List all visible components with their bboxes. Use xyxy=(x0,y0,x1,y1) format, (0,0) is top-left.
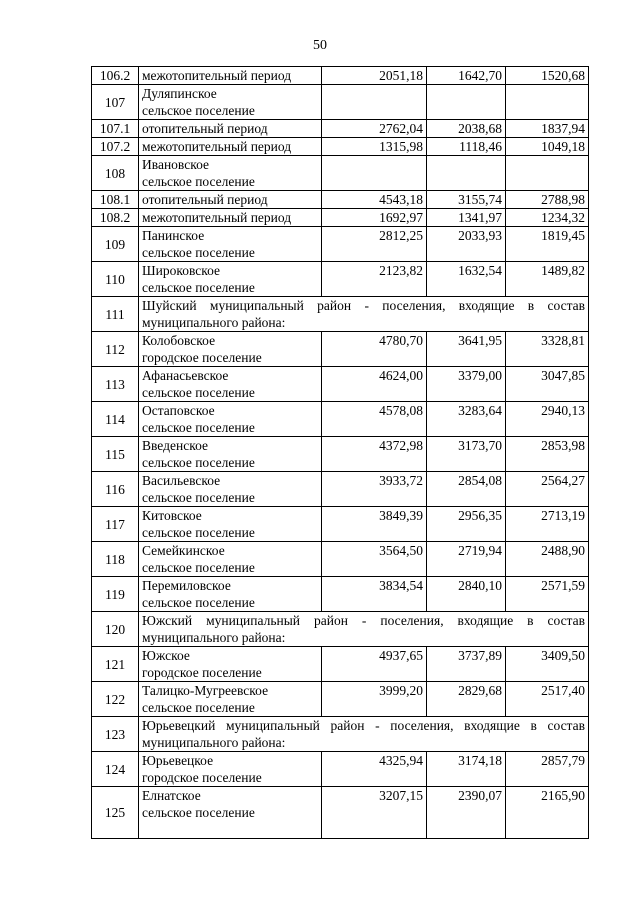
value-cell-2: 2854,08 xyxy=(427,472,506,507)
settlement-name-line: межотопительный период xyxy=(142,210,292,225)
value-cell-1: 4578,08 xyxy=(322,402,427,437)
value-cell-2: 1632,54 xyxy=(427,262,506,297)
table-row xyxy=(92,752,589,787)
settlement-name-cell xyxy=(139,402,322,437)
settlement-name-line: Семейкинское xyxy=(142,543,225,558)
value-cell-1: 1692,97 xyxy=(322,209,427,227)
row-number-cell: 108.2 xyxy=(92,209,139,227)
value-cell-3: 2517,40 xyxy=(506,682,589,717)
table-row xyxy=(92,209,589,227)
value-cell-2 xyxy=(427,85,506,120)
value-cell-2: 2033,93 xyxy=(427,227,506,262)
value-cell-1: 2762,04 xyxy=(322,120,427,138)
row-number-cell: 117 xyxy=(92,507,139,542)
settlement-name-cell xyxy=(139,138,322,156)
table-row xyxy=(92,138,589,156)
settlement-name-line: сельское поселение xyxy=(142,420,255,435)
row-number-cell: 120 xyxy=(92,612,139,647)
value-cell-3: 2571,59 xyxy=(506,577,589,612)
value-cell-3: 1520,68 xyxy=(506,67,589,85)
value-cell-3: 1234,32 xyxy=(506,209,589,227)
value-cell-1: 4624,00 xyxy=(322,367,427,402)
settlement-name-cell xyxy=(139,227,322,262)
settlement-name-cell xyxy=(139,120,322,138)
value-cell-3: 1049,18 xyxy=(506,138,589,156)
value-cell-2: 3155,74 xyxy=(427,191,506,209)
table-row xyxy=(92,191,589,209)
value-cell-2: 1118,46 xyxy=(427,138,506,156)
value-cell-3: 3409,50 xyxy=(506,647,589,682)
value-cell-3: 2940,13 xyxy=(506,402,589,437)
settlement-name-line: сельское поселение xyxy=(142,595,255,610)
value-cell-2: 3737,89 xyxy=(427,647,506,682)
settlement-name-line: Юрьевецкое xyxy=(142,753,214,768)
settlement-name-line: сельское поселение xyxy=(142,385,255,400)
settlement-name-line: Талицко-Мугреевское xyxy=(142,683,269,698)
settlement-name-line: Китовское xyxy=(142,508,202,523)
value-cell-1: 4372,98 xyxy=(322,437,427,472)
page-number: 50 xyxy=(313,38,327,53)
value-cell-2: 2840,10 xyxy=(427,577,506,612)
table-row xyxy=(92,85,589,120)
settlement-name-line: сельское поселение xyxy=(142,525,255,540)
settlement-name-line: отопительный период xyxy=(142,121,268,136)
value-cell-1: 3564,50 xyxy=(322,542,427,577)
table-row xyxy=(92,717,589,752)
value-cell-2: 2038,68 xyxy=(427,120,506,138)
value-cell-1: 1315,98 xyxy=(322,138,427,156)
settlement-name-line: Остаповское xyxy=(142,403,215,418)
value-cell-2: 3283,64 xyxy=(427,402,506,437)
value-cell-3: 2165,90 xyxy=(506,787,589,839)
value-cell-3: 3047,85 xyxy=(506,367,589,402)
district-heading-cell: Шуйский муниципальный район - поселения, входящие в состав муниципального района: xyxy=(139,297,589,332)
row-number-cell: 107.1 xyxy=(92,120,139,138)
settlement-name-line: сельское поселение xyxy=(142,455,255,470)
value-cell-3: 2713,19 xyxy=(506,507,589,542)
settlement-name-line: Перемиловское xyxy=(142,578,231,593)
value-cell-3 xyxy=(506,85,589,120)
settlement-name-cell xyxy=(139,647,322,682)
value-cell-1 xyxy=(322,156,427,191)
row-number-cell: 108.1 xyxy=(92,191,139,209)
settlement-name-line: сельское поселение xyxy=(142,174,255,189)
settlement-name-cell xyxy=(139,472,322,507)
row-number-cell: 113 xyxy=(92,367,139,402)
settlement-name-line: Южское xyxy=(142,648,190,663)
value-cell-3: 3328,81 xyxy=(506,332,589,367)
value-cell-3: 1489,82 xyxy=(506,262,589,297)
district-heading-cell: Южский муниципальный район - поселения, входящие в состав муниципального района: xyxy=(139,612,589,647)
value-cell-1: 3849,39 xyxy=(322,507,427,542)
settlement-name-line: Колобовское xyxy=(142,333,216,348)
settlement-name-line: городское поселение xyxy=(142,665,262,680)
value-cell-3: 2488,90 xyxy=(506,542,589,577)
value-cell-2 xyxy=(427,156,506,191)
row-number-cell: 107 xyxy=(92,85,139,120)
value-cell-3: 2853,98 xyxy=(506,437,589,472)
settlement-name-cell xyxy=(139,787,322,839)
table-row xyxy=(92,507,589,542)
settlement-name-cell xyxy=(139,156,322,191)
table-row xyxy=(92,367,589,402)
settlement-name-line: городское поселение xyxy=(142,350,262,365)
table-row xyxy=(92,787,589,839)
value-cell-3: 2857,79 xyxy=(506,752,589,787)
value-cell-2: 3641,95 xyxy=(427,332,506,367)
value-cell-1: 4780,70 xyxy=(322,332,427,367)
settlement-name-cell xyxy=(139,437,322,472)
value-cell-1: 3933,72 xyxy=(322,472,427,507)
settlement-name-line: межотопительный период xyxy=(142,68,292,83)
value-cell-2: 2956,35 xyxy=(427,507,506,542)
settlement-name-cell xyxy=(139,85,322,120)
settlement-name-cell xyxy=(139,507,322,542)
value-cell-1: 4543,18 xyxy=(322,191,427,209)
settlement-name-line: сельское поселение xyxy=(142,560,255,575)
value-cell-3: 1819,45 xyxy=(506,227,589,262)
settlement-name-line: городское поселение xyxy=(142,770,262,785)
settlement-name-line: Ивановское xyxy=(142,157,209,172)
value-cell-3 xyxy=(506,156,589,191)
value-cell-1: 2123,82 xyxy=(322,262,427,297)
settlement-name-line: Введенское xyxy=(142,438,208,453)
tariff-table xyxy=(91,66,589,839)
row-number-cell: 124 xyxy=(92,752,139,787)
table-row xyxy=(92,577,589,612)
table-row xyxy=(92,472,589,507)
row-number-cell: 118 xyxy=(92,542,139,577)
table-row xyxy=(92,297,589,332)
row-number-cell: 122 xyxy=(92,682,139,717)
value-cell-1 xyxy=(322,85,427,120)
row-number-cell: 107.2 xyxy=(92,138,139,156)
row-number-cell: 110 xyxy=(92,262,139,297)
settlement-name-line: Широковское xyxy=(142,263,221,278)
value-cell-2: 3173,70 xyxy=(427,437,506,472)
settlement-name-cell xyxy=(139,577,322,612)
settlement-name-line: Панинское xyxy=(142,228,205,243)
settlement-name-line: Дуляпинское xyxy=(142,86,217,101)
table-row xyxy=(92,647,589,682)
value-cell-1: 3207,15 xyxy=(322,787,427,839)
value-cell-2: 3379,00 xyxy=(427,367,506,402)
row-number-cell: 121 xyxy=(92,647,139,682)
value-cell-2: 2390,07 xyxy=(427,787,506,839)
settlement-name-cell xyxy=(139,209,322,227)
table-row xyxy=(92,156,589,191)
settlement-name-line: сельское поселение xyxy=(142,103,255,118)
district-heading-cell: Юрьевецкий муниципальный район - поселения, входящие в состав муниципального района: xyxy=(139,717,589,752)
table-row xyxy=(92,332,589,367)
row-number-cell: 115 xyxy=(92,437,139,472)
value-cell-2: 2719,94 xyxy=(427,542,506,577)
settlement-name-cell xyxy=(139,67,322,85)
value-cell-2: 1341,97 xyxy=(427,209,506,227)
row-number-cell: 125 xyxy=(92,787,139,839)
table-row xyxy=(92,402,589,437)
table-row xyxy=(92,227,589,262)
settlement-name-line: сельское поселение xyxy=(142,700,255,715)
row-number-cell: 112 xyxy=(92,332,139,367)
settlement-name-line: отопительный период xyxy=(142,192,268,207)
row-number-cell: 119 xyxy=(92,577,139,612)
row-number-cell: 108 xyxy=(92,156,139,191)
value-cell-3: 2788,98 xyxy=(506,191,589,209)
settlement-name-line: сельское поселение xyxy=(142,280,255,295)
table-row xyxy=(92,612,589,647)
settlement-name-line: межотопительный период xyxy=(142,139,292,154)
value-cell-1: 3999,20 xyxy=(322,682,427,717)
row-number-cell: 111 xyxy=(92,297,139,332)
value-cell-1: 4325,94 xyxy=(322,752,427,787)
row-number-cell: 123 xyxy=(92,717,139,752)
value-cell-2: 3174,18 xyxy=(427,752,506,787)
table-row xyxy=(92,542,589,577)
value-cell-1: 3834,54 xyxy=(322,577,427,612)
value-cell-2: 1642,70 xyxy=(427,67,506,85)
table-row xyxy=(92,120,589,138)
table-row xyxy=(92,67,589,85)
row-number-cell: 116 xyxy=(92,472,139,507)
table-row xyxy=(92,262,589,297)
settlement-name-line: сельское поселение xyxy=(142,245,255,260)
settlement-name-cell xyxy=(139,542,322,577)
settlement-name-cell xyxy=(139,682,322,717)
table-row xyxy=(92,682,589,717)
settlement-name-cell xyxy=(139,367,322,402)
settlement-name-line: сельское поселение xyxy=(142,805,255,820)
settlement-name-line: Елнатское xyxy=(142,788,201,803)
table-row xyxy=(92,437,589,472)
settlement-name-cell xyxy=(139,191,322,209)
settlement-name-line: Васильевское xyxy=(142,473,221,488)
row-number-cell: 114 xyxy=(92,402,139,437)
settlement-name-cell xyxy=(139,262,322,297)
settlement-name-line: Афанасьевское xyxy=(142,368,229,383)
row-number-cell: 106.2 xyxy=(92,67,139,85)
value-cell-1: 2051,18 xyxy=(322,67,427,85)
value-cell-3: 1837,94 xyxy=(506,120,589,138)
value-cell-2: 2829,68 xyxy=(427,682,506,717)
value-cell-1: 2812,25 xyxy=(322,227,427,262)
settlement-name-cell xyxy=(139,752,322,787)
row-number-cell: 109 xyxy=(92,227,139,262)
value-cell-3: 2564,27 xyxy=(506,472,589,507)
value-cell-1: 4937,65 xyxy=(322,647,427,682)
settlement-name-cell xyxy=(139,332,322,367)
settlement-name-line: сельское поселение xyxy=(142,490,255,505)
